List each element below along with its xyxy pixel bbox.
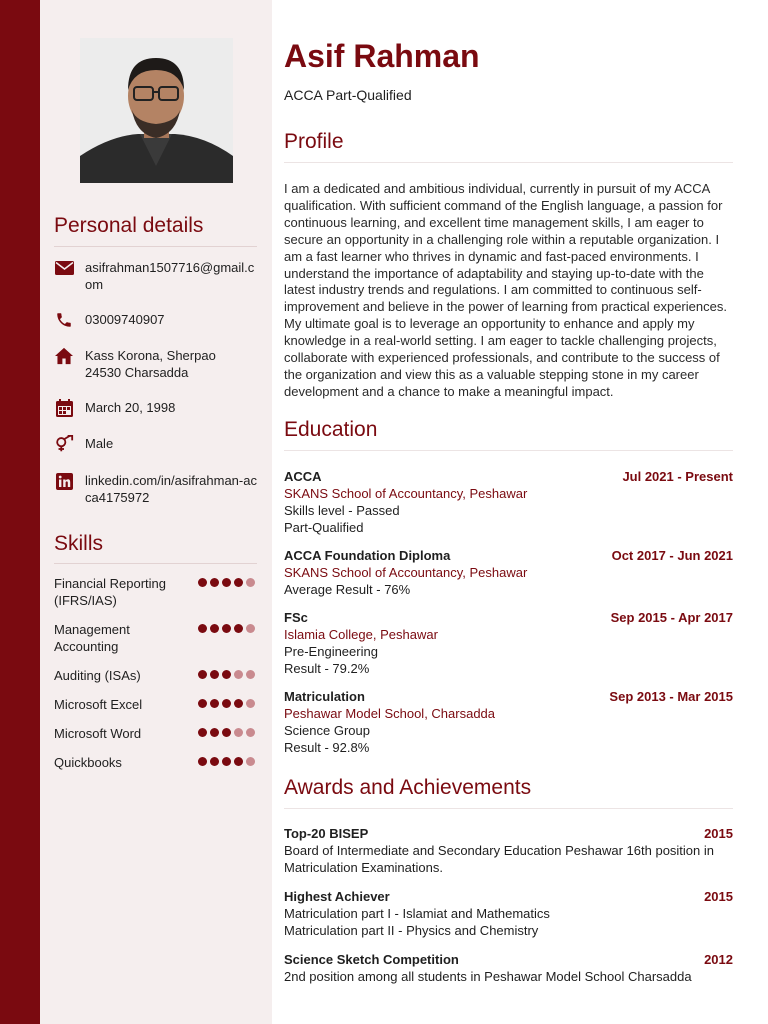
rating-dot-filled: [222, 699, 231, 708]
calendar-icon: [54, 399, 74, 417]
rating-dot-empty: [246, 699, 255, 708]
skill-rating: [198, 624, 255, 633]
linkedin-text[interactable]: linkedin.com/in/asifrahman-acca4175972: [85, 473, 257, 505]
rating-dot-filled: [234, 624, 243, 633]
rating-dot-filled: [234, 578, 243, 587]
education-entry: [284, 547, 733, 598]
skill-name: Microsoft Excel: [54, 697, 143, 712]
skill-name: Management Accounting: [54, 622, 130, 654]
education-date: Jul 2021 - Present: [622, 469, 733, 484]
rating-dot-filled: [234, 757, 243, 766]
rating-dot-filled: [198, 670, 207, 679]
linkedin-icon: [54, 472, 74, 490]
email-text[interactable]: asifrahman1507716@gmail.com: [85, 260, 255, 292]
education-title: Matriculation: [284, 689, 365, 704]
personal-details-heading: Personal details: [54, 214, 204, 237]
rating-dot-filled: [222, 578, 231, 587]
skill-rating: [198, 578, 255, 587]
divider: [284, 450, 733, 451]
rating-dot-empty: [246, 670, 255, 679]
phone-icon: [54, 311, 74, 329]
rating-dot-filled: [198, 757, 207, 766]
phone-text: 03009740907: [85, 312, 165, 327]
education-institution: SKANS School of Accountancy, Peshawar: [284, 565, 528, 580]
education-heading: Education: [284, 418, 378, 441]
education-date: Sep 2013 - Mar 2015: [609, 689, 733, 704]
education-date: Sep 2015 - Apr 2017: [610, 610, 733, 625]
education-entry: [284, 688, 733, 756]
rating-dot-empty: [246, 578, 255, 587]
award-entry: [284, 951, 733, 985]
education-institution: Peshawar Model School, Charsadda: [284, 706, 496, 721]
profile-photo: [80, 38, 233, 183]
education-detail: Average Result - 76%: [284, 582, 411, 597]
rating-dot-empty: [234, 670, 243, 679]
rating-dot-filled: [198, 728, 207, 737]
candidate-headline: ACCA Part-Qualified: [284, 87, 412, 103]
divider: [284, 808, 733, 809]
rating-dot-filled: [210, 624, 219, 633]
education-entry: [284, 609, 733, 677]
skill-rating: [198, 699, 255, 708]
rating-dot-filled: [210, 728, 219, 737]
education-detail: Result - 79.2%: [284, 661, 370, 676]
education-institution: Islamia College, Peshawar: [284, 627, 438, 642]
skill-name: Microsoft Word: [54, 726, 142, 741]
education-date: Oct 2017 - Jun 2021: [611, 548, 733, 563]
award-year: 2015: [704, 826, 733, 841]
accent-bar: [0, 0, 40, 1024]
award-detail: Matriculation part II - Physics and Chemistry: [284, 923, 539, 938]
dob-text: March 20, 1998: [85, 400, 176, 415]
gender-text: Male: [85, 436, 114, 451]
award-year: 2012: [704, 952, 733, 967]
rating-dot-filled: [210, 699, 219, 708]
education-detail: Result - 92.8%: [284, 740, 370, 755]
education-title: FSc: [284, 610, 308, 625]
award-detail: Board of Intermediate and Secondary Education Peshawar 16th position in Matriculation Examinations.: [284, 843, 714, 875]
rating-dot-filled: [198, 578, 207, 587]
education-detail: Pre-Engineering: [284, 644, 378, 659]
skill-rating: [198, 670, 255, 679]
skill-name: Quickbooks: [54, 755, 122, 770]
address-text: [85, 347, 257, 381]
award-entry: [284, 825, 733, 876]
home-icon: [54, 347, 74, 365]
awards-heading: Awards and Achievements: [284, 776, 532, 799]
rating-dot-filled: [222, 728, 231, 737]
education-title: ACCA: [284, 469, 322, 484]
divider: [54, 246, 257, 247]
award-title: Highest Achiever: [284, 889, 390, 904]
rating-dot-empty: [246, 624, 255, 633]
award-year: 2015: [704, 889, 733, 904]
address-line1: Kass Korona, Sherpao: [85, 348, 216, 363]
candidate-name: Asif Rahman: [284, 38, 480, 74]
profile-heading: Profile: [284, 130, 344, 153]
rating-dot-filled: [210, 578, 219, 587]
rating-dot-filled: [198, 624, 207, 633]
skill-name: Financial Reporting (IFRS/IAS): [54, 576, 167, 608]
education-title: ACCA Foundation Diploma: [284, 548, 451, 563]
rating-dot-filled: [210, 670, 219, 679]
profile-text: I am a dedicated and ambitious individual, currently in pursuit of my ACCA qualification. With sufficient command of the English language, a passion for continuous learning, and excellent time management skills, I am eager to secure an opportunity in a challenging role within a reputable organization. I am a fast learner who thrives in dynamic and fast-paced environments. I understand the importance of adaptability and staying up-to-date with the latest industry trends and regulations. I am committed to continuous self-improvement and believe in the power of learning from practical experiences. My ultimate goal is to leverage an opportunity to enhance and apply my knowledge in a real-world setting. I am eager to tackle challenging projects, collaborate with experienced professionals, and contribute to the success of the organization and view this as a valuable stepping stone in my career development and a chance to make a meaningful impact.: [284, 181, 727, 399]
rating-dot-filled: [222, 670, 231, 679]
gender-icon: [54, 435, 74, 453]
education-entry: [284, 468, 733, 536]
rating-dot-filled: [210, 757, 219, 766]
skills-heading: Skills: [54, 532, 104, 555]
rating-dot-filled: [234, 699, 243, 708]
education-detail: Science Group: [284, 723, 370, 738]
rating-dot-filled: [222, 624, 231, 633]
award-entry: [284, 888, 733, 939]
rating-dot-empty: [234, 728, 243, 737]
skill-name: Auditing (ISAs): [54, 668, 141, 683]
rating-dot-empty: [246, 757, 255, 766]
envelope-icon: [54, 259, 74, 277]
address-line2: 24530 Charsadda: [85, 365, 189, 380]
award-detail: Matriculation part I - Islamiat and Mathematics: [284, 906, 550, 921]
divider: [54, 563, 257, 564]
education-detail: Skills level - Passed: [284, 503, 400, 518]
education-institution: SKANS School of Accountancy, Peshawar: [284, 486, 528, 501]
skill-rating: [198, 728, 255, 737]
rating-dot-empty: [246, 728, 255, 737]
education-detail: Part-Qualified: [284, 520, 364, 535]
skill-rating: [198, 757, 255, 766]
rating-dot-filled: [198, 699, 207, 708]
divider: [284, 162, 733, 163]
award-detail: 2nd position among all students in Peshawar Model School Charsadda: [284, 969, 692, 984]
rating-dot-filled: [222, 757, 231, 766]
award-title: Top-20 BISEP: [284, 826, 369, 841]
award-title: Science Sketch Competition: [284, 952, 459, 967]
